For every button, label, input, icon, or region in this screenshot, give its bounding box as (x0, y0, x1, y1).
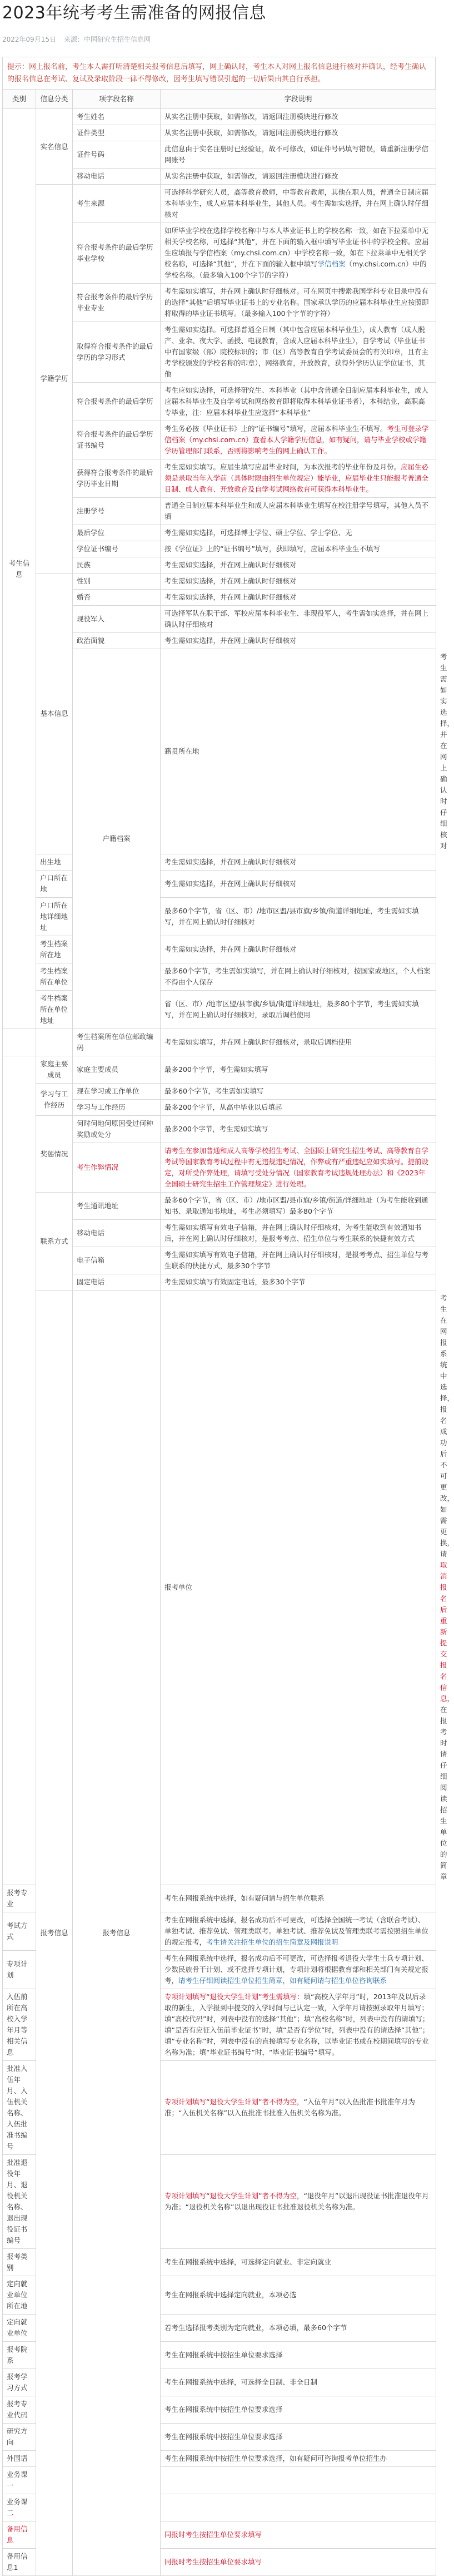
field-name-cell: 报考类别 (3, 2249, 36, 2276)
desc-text: 学信档案 (317, 260, 346, 268)
field-name-cell: 专项计划 (3, 1951, 36, 1989)
desc-text: 专项计划填写“退役大学生计划”者不得为空， (164, 2098, 304, 2106)
table-row (3, 991, 436, 1029)
notice-box: 提示：网上报名前，考生本人需打听清楚相关报考信息后填写，网上确认时，考生本人对网上报名信息进行核对并确认，经考生确认的报名信息在考试、复试及录取阶段一律不得修改，因考生填写错误引起的一切后果由其自行承担。 (2, 57, 436, 89)
field-desc-cell (161, 633, 436, 649)
desc-text: 考生在网报系统中选择，如有疑问请与招生单位联系 (164, 1894, 325, 1902)
table-header-row (3, 90, 436, 109)
field-name-cell: 考试方式 (3, 1912, 36, 1951)
desc-text: 省（区、市）/地市区盟/县市旗/乡镇/街道详细地址，最多80个字节，考生需如实填写，并在网上确认时仔细核对，录取后调档使用 (164, 1000, 419, 1019)
desc-text: 从实名注册中获取，如需修改，请返回注册模块进行修改 (164, 172, 338, 180)
field-desc-cell (161, 421, 436, 459)
desc-text: 请考生在参加普通和成人高等学校招生考试、全国硕士研究生招生考试、高等教育自学考试等国家教育考试过程中有无违规违纪情况，作弊或有严重违纪应如实填写。提前设定，对所受作弊处理，请填写受处分情况（国家教育考试违规处理办法）和《2023年全国硕士研究生招生工作管理规定》进行处理。 (164, 1146, 429, 1188)
field-desc-cell (161, 606, 436, 633)
desc-text: 考生在网报系统中选择，报名成功后不可更改，可选择全国统一考试（含联合考试）、单独考试、推荐免试、管理类联考。单独考试、推荐免试及管理类联考需按照招生单位的规定报考， (164, 1916, 429, 1946)
field-desc-cell (161, 1084, 436, 1100)
field-desc-cell (161, 963, 436, 991)
field-name-cell: 电子信箱 (73, 1247, 161, 1274)
field-name-cell: 业务课一 (3, 2467, 36, 2494)
field-name-cell: 何时何地何原因受过何种奖励或处分 (73, 1116, 161, 1143)
field-name-cell: 最后学位 (73, 525, 161, 541)
desc-text: 从实名注册中获取，如需修改，请返回注册模块进行修改 (164, 112, 338, 121)
field-name-cell: 证件类型 (73, 125, 161, 141)
desc-text: 可选择科学研究人员，高等教育教师，中等教育教师，其他在职人员，普通全日制应届本科毕业生，成人应届本科毕业生，其他人员。考生需如实选择，并在网上确认时仔细核对 (164, 188, 429, 219)
desc-text: 普通全日制应届本科毕业生和成人应届本科毕业生填写在校注册学号填写，其他人员不填 (164, 501, 429, 521)
field-name-cell: 移动电话 (73, 169, 161, 185)
desc-text: 按《学位证》上的“证书编号”填写，获即填写，应届本科毕业生不填写 (164, 545, 380, 553)
field-name-cell: 移动电话 (73, 1220, 161, 1247)
desc-text: 考生在网报系统中按招生单位要求选择 (164, 2405, 283, 2414)
field-desc-cell (161, 2424, 436, 2451)
table-row (3, 1116, 436, 1143)
desc-text: 最多60个字节，考生需如实填写，并在网上确认时仔细核对，按国家或地区，个人档案不得由个人保存 (164, 967, 431, 986)
field-desc-cell (161, 2396, 436, 2424)
field-name-cell: 研究方向 (3, 2424, 36, 2451)
desc-text: 考生需如实填写有效电子信箱，并在网上确认时仔细核对，是报考考点、招生单位与考生联系的快捷方式，最多30个字节 (164, 1250, 429, 1270)
field-desc-cell (161, 1220, 436, 1247)
desc-text: 考生应如实选择，可选择研究生、本科毕业（其中含普通全日制应届本科毕业生，成人应届本科毕业生及自学考试和网络教育即将取得本科毕业证书者），本科结业，高职高专毕业，注：应届本科毕业生应选择“本科毕业” (164, 386, 429, 417)
field-name-cell: 备用信息1 (3, 2549, 36, 2576)
desc-text: 考生需如实填写，并在网上确认时仔细核对，录取后调档使用 (164, 1038, 352, 1046)
desc-text: 考生请关注招生单位的招生简章及网报说明 (206, 1938, 338, 1946)
header-field-desc: 字段说明 (161, 90, 436, 109)
field-desc-cell (161, 898, 436, 936)
publish-date: 2022年09月15日 (2, 36, 57, 43)
field-desc-cell (161, 1274, 436, 1291)
field-name-cell: 考生来源 (73, 185, 161, 223)
field-name-cell: 现在学习或工作单位 (73, 1084, 161, 1100)
field-desc-cell (161, 2467, 436, 2494)
desc-text: 如所毕业学校在选择学校名称中与本人毕业证书上的学校名称一致，如在下拉菜单中无相关学校名称，可选择“其他”，并在下面的输入框中填写毕业证书中的学校全称。应届生应填报与学信档案（my.chsi.com.cn）中学校名称一致，如在下拉菜单中无相关学校名称，可选择“其他”，并在下面的输入框中填写 (164, 226, 429, 268)
field-desc-cell (161, 541, 436, 557)
desc-text: 考生在网报系统中选择，报名成功后不可更改，可选择报考退役大学生士兵专项计划、少数民族骨干计划、或不选择专项计划，专项计划将根据教育部和相关部门有关规定报考， (164, 1954, 429, 1985)
field-desc-cell (161, 2249, 436, 2276)
desc-text: 可选择军队在职干部、军校应届本科毕业生、非现役军人，考生需如实选择，并在网上确认时仔细核对 (164, 609, 429, 629)
info-class-cell: 报考信息 (73, 1291, 161, 2576)
field-name-cell: 考生姓名 (73, 109, 161, 125)
info-class-cell: 联系方式 (36, 1193, 73, 1291)
field-desc-cell (161, 557, 436, 573)
desc-text: 考生可登录学信档案（my.chsi.com.cn）查看本人学籍学历信息，如有疑问，请与毕业学校或学籍学历管理部门联系，否则将影响考生的网上确认工作。 (164, 424, 429, 455)
desc-text: 考生在网报系统中按招生单位要求选择，如有疑问可咨询报考单位招生办 (164, 2454, 387, 2463)
desc-text: 考生需如实选择，并在网上确认时仔细核对 (164, 577, 297, 585)
desc-text: 考生需如实填写。应届生填写应届毕业时间，为本次报考的毕业年份及月份。 (164, 463, 401, 471)
field-name-cell: 固定电话 (73, 1274, 161, 1291)
field-name-cell: 户口所在地 (36, 871, 73, 898)
field-name-cell: 性别 (73, 573, 161, 590)
field-desc-cell (161, 383, 436, 421)
article-meta (0, 24, 438, 45)
field-name-cell: 备用信息 (3, 2521, 36, 2549)
field-desc-cell (161, 1056, 436, 1084)
desc-text: 考生在网报系统中按招生单位要求选择 (164, 2432, 283, 2441)
header-field-name: 项字段名称 (73, 90, 161, 109)
field-desc-cell (161, 1100, 436, 1116)
info-class-cell: 家庭主要成员 (36, 1056, 73, 1084)
desc-text: 考生需如实填写有效电子信箱，并在网上确认时仔细核对，为考生能收到有效通知书后，并在网上确认时仔细核对，是报考考点、招生单位与考生联系的快捷有效方式 (164, 1223, 422, 1243)
info-class-cell: 实名信息 (36, 109, 73, 185)
field-desc-cell (161, 322, 436, 383)
table-row (3, 854, 436, 871)
field-name-cell: 家庭主要成员 (73, 1056, 161, 1084)
field-desc-cell (161, 169, 436, 185)
desc-text: 最多200个字节，从高中毕业以后填起 (164, 1103, 282, 1111)
desc-text: 考生需如实选择，并在网上确认时仔细核对 (164, 636, 297, 645)
field-desc-cell (161, 2342, 436, 2369)
field-desc-cell (161, 284, 436, 322)
info-class-cell (36, 1029, 73, 1056)
desc-text: 考生需如实选择，并在网上确认时仔细核对 (164, 561, 297, 569)
field-desc-cell (161, 2369, 436, 2396)
field-desc-cell (161, 936, 436, 963)
field-desc-cell (161, 1247, 436, 1274)
field-desc-cell (161, 1989, 436, 2061)
field-desc-cell (161, 573, 436, 590)
desc-text: 最多60个字节，考生需如实填写 (164, 1087, 264, 1095)
info-table (2, 89, 454, 2576)
desc-text: 考生在网报系统中按招生单位要求选择 (164, 2351, 283, 2359)
source-label: 来源：中国研究生招生信息网 (63, 36, 151, 43)
field-desc-cell (161, 1912, 436, 1951)
info-class-cell: 奖惩情况 (36, 1116, 73, 1193)
info-class-cell: 学习与工作经历 (36, 1084, 73, 1116)
field-name-cell: 批准入伍年月、入伍机关名称、入伍批准书编号 (3, 2061, 36, 2155)
field-name-cell: 民族 (73, 557, 161, 573)
table-body (3, 109, 454, 2576)
field-desc-cell (161, 459, 436, 498)
desc-text: 考生需如实填写，并在网上确认时仔细核对。可在网页中搜索我国学科专业目录中没有的选择“其他”后填写毕业证书上的专业名称。国家承认学历的应届本科毕业生应按照即将取得的毕业证书填写。（最多输入100个字节的字符） (164, 287, 429, 318)
field-name-cell: 报考专业 (3, 1885, 36, 1912)
field-desc-cell (161, 1951, 436, 1989)
field-name-cell: 批准退役年月、退役机关名称、退出现役证书编号 (3, 2155, 36, 2249)
field-name-cell: 出生地 (36, 854, 73, 871)
field-name-cell: 考生通讯地址 (73, 1193, 161, 1220)
field-name-cell: 考生档案所在单位地址 (36, 991, 73, 1029)
field-desc-cell (161, 854, 436, 871)
field-name-cell: 报考院系 (3, 2342, 36, 2369)
field-desc-cell (161, 2451, 436, 2467)
desc-text: 考生在网报系统中选择，报名成功后不可更改，如需更换，请 (440, 1294, 454, 1558)
desc-text: 专项计划填写“退役大学生计划”考生需填写： (164, 1992, 304, 2001)
table-row (3, 109, 436, 125)
field-name-cell: 符合报考条件的最后学历毕业专业 (73, 284, 161, 322)
desc-text: 考生需如实选择，可选择博士学位、硕士学位、学士学位、无 (164, 528, 352, 537)
desc-text: 考生需如实选择，并在网上确认时仔细核对 (164, 858, 297, 866)
table-row (3, 1084, 436, 1100)
desc-text: 考生需如实选择，并在网上确认时仔细核对 (164, 879, 297, 888)
desc-text: 从实名注册中获取，如需修改，请返回注册模块进行修改 (164, 128, 338, 137)
table-row (3, 1056, 436, 1084)
desc-text: 应届生必须是录取当年入学前（具体时限由招生单位规定）能毕业，应届毕业生只能报考普通全日制、成人教育、开放教育及自学考试网络教育可获得本科毕业生。 (164, 463, 429, 493)
article-title: 2023年统考考生需准备的网报信息 (2, 3, 266, 23)
desc-text: 同报时考生按招生单位要求填写 (164, 2558, 262, 2566)
field-desc-cell (161, 109, 436, 125)
field-desc-cell (161, 2276, 436, 2315)
field-desc-cell (161, 223, 436, 284)
field-desc-cell (161, 525, 436, 541)
field-desc-cell (161, 2521, 436, 2549)
field-name-cell: 外国语 (3, 2451, 36, 2467)
field-name-cell: 考生作弊情况 (73, 1143, 161, 1193)
category-cell: 考生信息 (3, 109, 36, 1029)
field-name-cell: 注册学号 (73, 498, 161, 525)
desc-text: 填“高校入学年月”时，2013年及以后录取的新生，入学报到中提交的入学时间与已认定一致，入学年月请按照录取年月填写；填“高校代码”时，列表中没有的选择“其他”；填“高校名称”时，列表中没有的请填写；填“是否有应征入伍前毕业证书”时，填“是否有学位”时，列表中没有的请选择“其他”；填“专业名称”时，列表中没有的直接填写专业名称，以毕业证书或在校期间填写的专业名称为准；填“毕业证书编号”时，“毕业证书编号”填写。 (164, 1992, 430, 2056)
table-row (3, 936, 436, 963)
field-name-cell: 报考学习方式 (3, 2369, 36, 2396)
desc-text: 考生需如实选择。可选择普通全日制（其中包含应届本科毕业生），成人教育（成人脱产、业余、夜大学、函授、电视教育，含成人应届本科毕业生），自学考试（毕业证书中有国家级（部）院校标识的；市（区）高等教育自学考试委员会的有关印章，且有主考学校颁发的学校名称的印章），网络教育，开放教育，获得外学历认证学位证书，其他 (164, 325, 429, 378)
desc-text: 考生在网报系统中选择，可选择定向就业、非定向就业 (164, 2258, 332, 2266)
table-row (3, 898, 436, 936)
desc-text: 考生在网报系统中选择定向就业，本项必选 (164, 2291, 297, 2299)
field-name-cell: 定向就业单位 (3, 2315, 36, 2342)
desc-text: 同报时考生按招生单位要求填写 (164, 2530, 262, 2539)
field-desc-cell (161, 2494, 436, 2521)
desc-text: 专项计划填写“退役大学生计划”者不得为空， (164, 2192, 304, 2200)
field-name-cell: 学习与工作经历 (73, 1100, 161, 1116)
header-info-class: 信息分类 (36, 90, 73, 109)
category-cell: 报考信息 (36, 1291, 73, 2576)
field-desc-cell (161, 141, 436, 169)
field-name-cell: 符合报考条件的最后学历毕业学校 (73, 223, 161, 284)
field-desc-cell (161, 2155, 436, 2249)
field-desc-cell (161, 871, 436, 898)
table-row (3, 185, 436, 223)
field-name-cell: 报考单位 (161, 1291, 436, 1885)
header-category: 类别 (3, 90, 36, 109)
desc-text: 考生在网报系统中选择，可选择全日制、非全日制 (164, 2378, 318, 2386)
table-row (3, 1291, 436, 1885)
desc-text: “退役年月”以退出现役证书批准退役年月为准；“退役机关名称”以退出现役证书批准退役机关名称为准。 (164, 2192, 429, 2211)
info-class-cell: 基本信息 (36, 573, 73, 854)
field-name-cell: 定向就业单位所在地 (3, 2276, 36, 2315)
table-row (3, 1193, 436, 1220)
field-name-cell: 证件号码 (73, 141, 161, 169)
desc-text: 最多200个字节，考生需如实填写 (164, 1125, 268, 1133)
field-desc-cell (161, 1143, 436, 1193)
info-class-cell: 学籍学历 (36, 185, 73, 573)
field-name-cell: 获得符合报考条件的最后学历毕业日期 (73, 459, 161, 498)
desc-text: 最多60个字节，省（区、市）/地市区盟/县市旗/乡镇/街道详细地址，考生需如实填写，并在网上确认时仔细核对 (164, 907, 419, 926)
info-class-cell: 户籍档案 (73, 649, 161, 1029)
desc-text: 取消报名后重新提交报名信息 (440, 1561, 447, 1703)
desc-text: ，在报考时请仔细阅读招生单位的简章 (440, 1694, 454, 1881)
field-name-cell: 取得符合报考条件的最后学历的学习形式 (73, 322, 161, 383)
field-desc-cell (161, 1116, 436, 1143)
field-name-cell: 报考专业代码 (3, 2396, 36, 2424)
field-name-cell: 符合报考条件的最后学历 (73, 383, 161, 421)
desc-text: 考生需如实选择，并在网上确认时仔细核对 (440, 652, 454, 850)
field-desc-cell (161, 1029, 436, 1056)
category-cell (3, 1029, 36, 1056)
field-name-cell: 符合报考条件的最后学历证书编号 (73, 421, 161, 459)
field-desc-cell (161, 2549, 436, 2576)
table-row (3, 1029, 436, 1056)
table-row (3, 963, 436, 991)
field-name-cell: 考生档案所在单位邮政编码 (73, 1029, 161, 1056)
field-name-cell: 现役军人 (73, 606, 161, 633)
field-name-cell: 籍贯所在地 (161, 649, 436, 854)
field-name-cell: 考生档案所在单位 (36, 963, 73, 991)
field-desc-cell (161, 125, 436, 141)
desc-text: 考生需如实选择，并在网上确认时仔细核对 (164, 593, 297, 601)
desc-text: “入伍年月”以入伍批准书批准年月为准；“入伍机关名称”以入伍批准书批准入伍机关名称为准。 (164, 2098, 415, 2117)
field-desc-cell (161, 185, 436, 223)
desc-text: 考生需如实选择，并在网上确认时仔细核对 (164, 945, 297, 953)
field-desc-cell (161, 2061, 436, 2155)
desc-text: （my.chsi.com.cn）中的学校名称。（最多输入100个字节的字符） (164, 260, 427, 279)
field-name-cell: 政治面貌 (73, 633, 161, 649)
field-name-cell: 户口所在地详细地址 (36, 898, 73, 936)
desc-text: 若考生选择报考类别为定向就业，本项必填，最多60个字节 (164, 2323, 347, 2332)
field-name-cell: 入伍前所在高校入学年月等相关信息 (3, 1989, 36, 2061)
field-name-cell: 学位证书编号 (73, 541, 161, 557)
table-row (3, 573, 436, 590)
desc-text: 最多200个字节，考生需如实填写 (164, 1065, 268, 1074)
desc-text: 此信息由于实名注册时已经验证，故不可修改，如证件号码填写错误，请重新注册学信网账号 (164, 145, 429, 164)
field-name-cell: 婚否 (73, 590, 161, 606)
category-cell (3, 1056, 36, 1885)
field-desc-cell (161, 498, 436, 525)
field-name-cell: 业务课二 (3, 2494, 36, 2521)
desc-text: 请考生仔细阅读招生单位招生简章，如有疑问请与招生单位咨询联系 (178, 1976, 387, 1985)
field-desc-cell (161, 1885, 436, 1912)
desc-text: 最多60个字节，省（区、市）/地市区盟/县市旗/乡镇/街道/详细地址（为考生能收到通知书、录取通知书地址，考生必须填写）最多80个字节 (164, 1196, 428, 1215)
field-desc-cell (161, 1193, 436, 1220)
field-desc-cell (161, 590, 436, 606)
field-desc-cell (161, 991, 436, 1029)
table-row (3, 871, 436, 898)
desc-text: 考生务必按《毕业证书》上的“证书编号”填写，应届本科毕业生不填写。 (164, 424, 387, 433)
field-name-cell: 考生档案所在地 (36, 936, 73, 963)
field-desc-cell (161, 2315, 436, 2342)
desc-text: 考生需如实填写有效固定电话，最多30个字节 (164, 1278, 306, 1286)
